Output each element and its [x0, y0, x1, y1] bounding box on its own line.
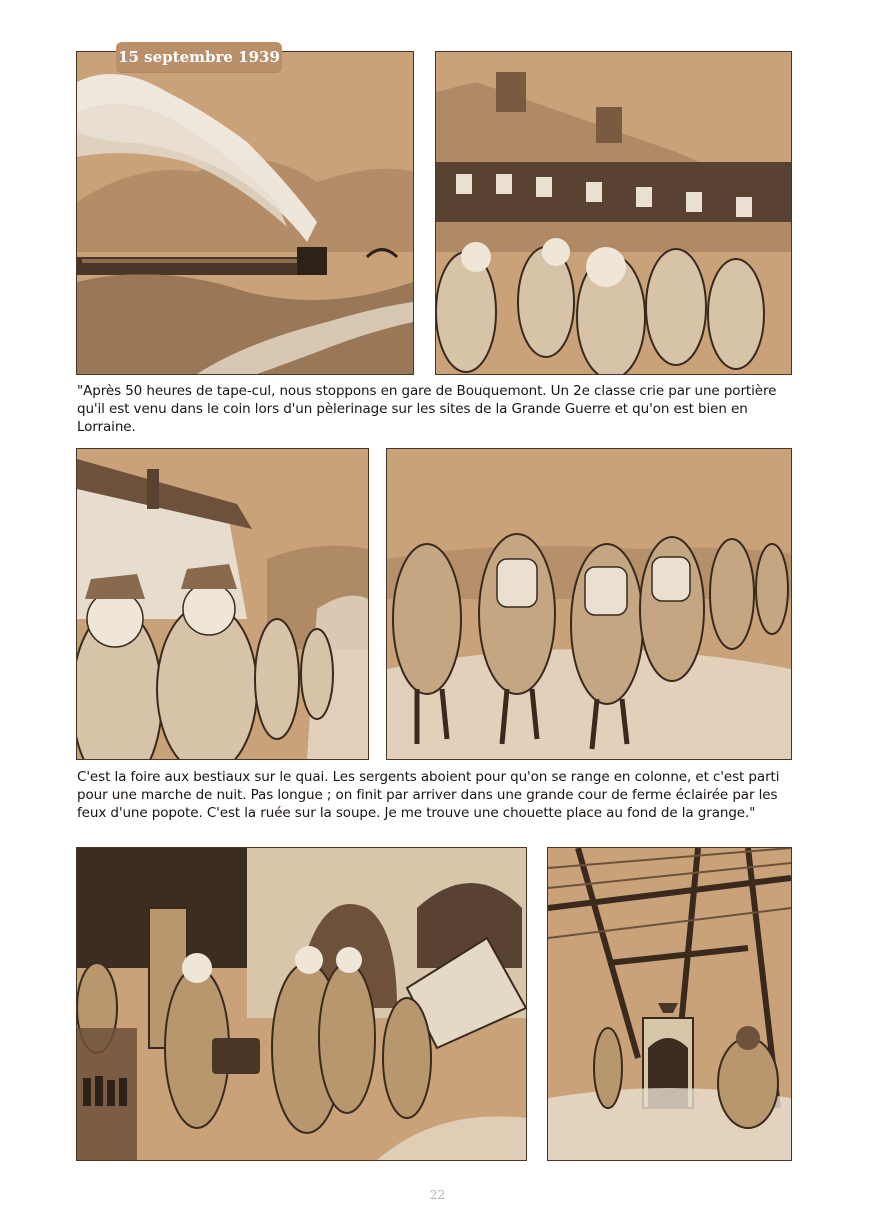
panel-train-landscape: [77, 52, 413, 374]
panel-soldiers-village: [77, 449, 368, 759]
panel-farm-courtyard: [77, 848, 526, 1160]
date-tag: 15 septembre 1939: [116, 42, 282, 72]
caption-top: "Après 50 heures de tape-cul, nous stoppons en gare de Bouquemont. Un 2e classe crie par une portière qu'il est venu dans le coin lors d'un pèlerinage sur les sites de la Grande Guerre et qu'on est bien en Lorraine.: [77, 383, 777, 435]
page-number: 22: [429, 1188, 446, 1202]
caption-middle: C'est la foire aux bestiaux sur le quai. Les sergents aboient pour qu'on se range en colonne, et c'est parti pour une marche de nuit. Pas longue ; on finit par arriver dans une grande cour de ferme éclairée par les feux d'une popote. C'est la ruée sur la soupe. Je me trouve une chouette place au fond de la grange.": [77, 769, 780, 821]
panel-marching-column: [387, 449, 791, 759]
panel-train-station: [436, 52, 791, 374]
panel-barn-interior: [548, 848, 791, 1160]
